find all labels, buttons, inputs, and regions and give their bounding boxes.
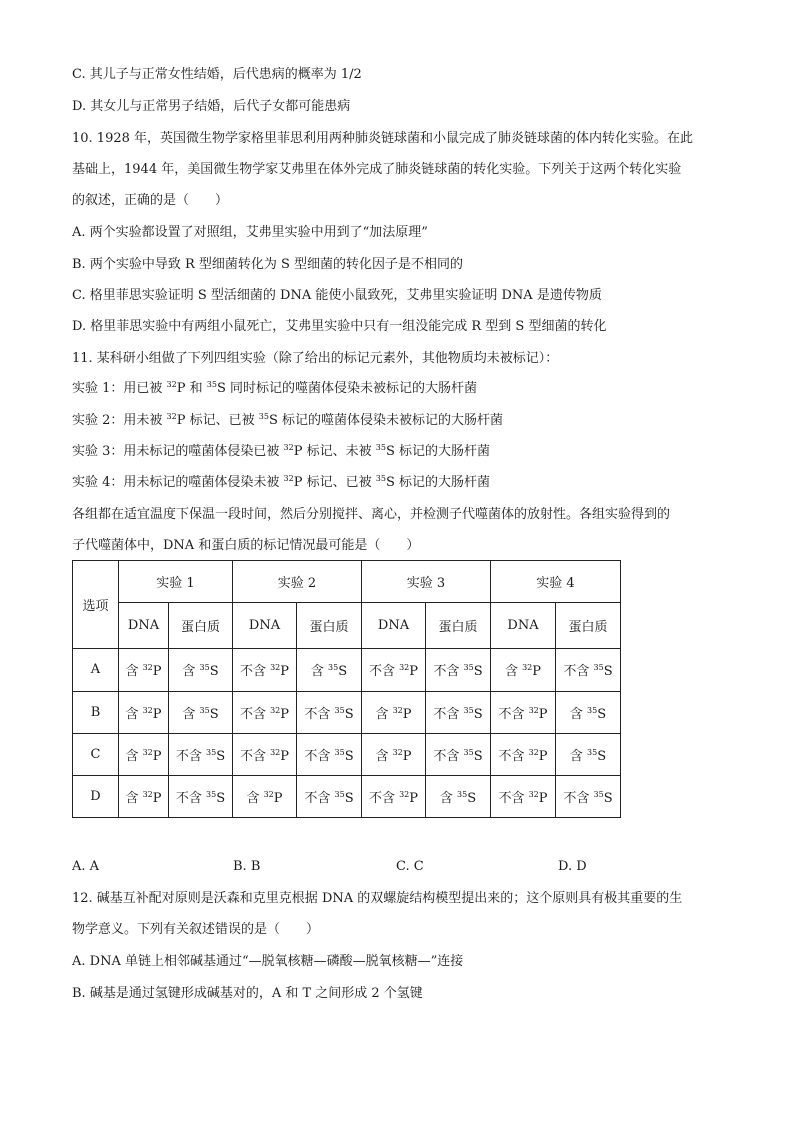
q10-option-d: D. 格里菲思实验中有两组小鼠死亡，艾弗里实验中只有一组没能完成 R 型到 S 型细菌的转化 <box>72 319 607 334</box>
table-cell: 不含 $^{35}$S <box>556 649 621 691</box>
q9-option-d: D. 其女儿与正常男子结婚，后代子女都可能患病 <box>72 99 351 114</box>
q10-option-b: B. 两个实验中导致 R 型细菌转化为 S 型细菌的转化因子是不相同的 <box>72 257 464 272</box>
q11-experiment-3: 实验 3：用未标记的噬菌体侵染已被 $^{32}$P 标记、未被 $^{35}$S 标记的大肠杆菌 <box>72 443 490 459</box>
q11-stem: 11. 某科研小组做了下列四组实验（除了给出的标记元素外，其他物质均未被标记）： <box>72 351 559 366</box>
row-option-label: D <box>73 775 119 817</box>
table-subheader: 蛋白质 <box>169 603 233 649</box>
q11-option-d: D. D <box>558 859 587 874</box>
table-cell: 含 $^{35}$S <box>169 649 233 691</box>
q10-stem-line1: 10. 1928 年，英国微生物学家格里菲思利用两种肺炎链球菌和小鼠完成了肺炎链球菌的体内转化实验。在此 <box>72 131 694 146</box>
table-subheader: DNA <box>491 603 556 649</box>
q10-stem-line3: 的叙述，正确的是（ ） <box>72 193 229 208</box>
table-cell: 含 $^{32}$P <box>362 691 426 733</box>
q11-option-a: A. A <box>72 859 100 874</box>
table-row <box>73 775 621 817</box>
row-option-label: C <box>73 733 119 775</box>
q11-experiment-4: 实验 4：用未标记的噬菌体侵染未被 $^{32}$P 标记、已被 $^{35}$S 标记的大肠杆菌 <box>72 474 490 490</box>
q11-results-table <box>72 560 621 818</box>
table-cell: 含 $^{35}$S <box>426 775 491 817</box>
table-cell: 含 $^{32}$P <box>119 775 169 817</box>
table-cell: 不含 $^{35}$S <box>297 775 362 817</box>
table-group-header: 实验 3 <box>362 561 491 603</box>
table-cell: 不含 $^{35}$S <box>297 733 362 775</box>
row-option-label: B <box>73 691 119 733</box>
q12-stem-line1: 12. 碱基互补配对原则是沃森和克里克根据 DNA 的双螺旋结构模型提出来的；这个原则具有极其重要的生 <box>72 891 683 906</box>
table-subheader: 蛋白质 <box>556 603 621 649</box>
table-cell: 不含 $^{32}$P <box>233 649 297 691</box>
row-option-label: A <box>73 649 119 691</box>
table-cell: 不含 $^{32}$P <box>491 691 556 733</box>
q11-experiment-2: 实验 2：用未被 $^{32}$P 标记、已被 $^{35}$S 标记的噬菌体侵染未被标记的大肠杆菌 <box>72 412 503 428</box>
table-cell: 含 $^{35}$S <box>556 691 621 733</box>
table-subheader: DNA <box>119 603 169 649</box>
table-subheader: 蛋白质 <box>297 603 362 649</box>
table-cell: 含 $^{32}$P <box>233 775 297 817</box>
q12-stem-line2: 物学意义。下列有关叙述错误的是（ ） <box>72 922 320 937</box>
table-cell: 含 $^{32}$P <box>119 691 169 733</box>
table-group-header: 实验 2 <box>233 561 362 603</box>
q11-after-line2: 子代噬菌体中，DNA 和蛋白质的标记情况最可能是（ ） <box>72 538 420 553</box>
table-cell: 不含 $^{35}$S <box>297 691 362 733</box>
table-cell: 含 $^{35}$S <box>556 733 621 775</box>
q9-option-c: C. 其儿子与正常女性结婚，后代患病的概率为 1/2 <box>72 67 362 82</box>
q11-option-b: B. B <box>233 859 261 874</box>
table-cell: 不含 $^{35}$S <box>426 691 491 733</box>
table-cell: 含 $^{32}$P <box>362 733 426 775</box>
table-body <box>73 649 621 818</box>
table-cell: 不含 $^{32}$P <box>233 733 297 775</box>
q11-option-c: C. C <box>396 859 424 874</box>
table-cell: 含 $^{32}$P <box>119 733 169 775</box>
q11-after-line1: 各组都在适宜温度下保温一段时间，然后分别搅拌、离心，并检测子代噬菌体的放射性。各组实验得到的 <box>72 507 671 522</box>
table-group-header: 实验 1 <box>119 561 233 603</box>
table-cell: 不含 $^{35}$S <box>426 649 491 691</box>
table-cell: 不含 $^{32}$P <box>491 775 556 817</box>
table-cell: 不含 $^{32}$P <box>233 691 297 733</box>
table-cell: 不含 $^{35}$S <box>169 733 233 775</box>
table-cell: 不含 $^{35}$S <box>556 775 621 817</box>
table-row <box>73 691 621 733</box>
q12-option-a: A. DNA 单链上相邻碱基通过“—脱氧核糖—磷酸—脱氧核糖—”连接 <box>72 954 464 969</box>
table-cell: 不含 $^{32}$P <box>491 733 556 775</box>
table-subheader: DNA <box>362 603 426 649</box>
table-cell: 含 $^{35}$S <box>297 649 362 691</box>
table-cell: 含 $^{32}$P <box>491 649 556 691</box>
table-cell: 含 $^{35}$S <box>169 691 233 733</box>
table-cell: 不含 $^{35}$S <box>169 775 233 817</box>
table-row <box>73 649 621 691</box>
q12-option-b: B. 碱基是通过氢键形成碱基对的，A 和 T 之间形成 2 个氢键 <box>72 986 423 1001</box>
table-row <box>73 733 621 775</box>
table-cell: 不含 $^{35}$S <box>426 733 491 775</box>
table-cell: 含 $^{32}$P <box>119 649 169 691</box>
table-subheader: 蛋白质 <box>426 603 491 649</box>
table-cell: 不含 $^{32}$P <box>362 649 426 691</box>
q10-option-a: A. 两个实验都设置了对照组，艾弗里实验中用到了“加法原理” <box>72 225 428 240</box>
table-corner-header: 选项 <box>73 561 119 649</box>
table-cell: 不含 $^{32}$P <box>362 775 426 817</box>
q10-stem-line2: 基础上，1944 年，美国微生物学家艾弗里在体外完成了肺炎链球菌的转化实验。下列关于这两个转化实验 <box>72 162 682 177</box>
table-group-header: 实验 4 <box>491 561 621 603</box>
q10-option-c: C. 格里菲思实验证明 S 型活细菌的 DNA 能使小鼠致死，艾弗里实验证明 DNA 是遗传物质 <box>72 288 602 303</box>
q11-experiment-1: 实验 1：用已被 $^{32}$P 和 $^{35}$S 同时标记的噬菌体侵染未被标记的大肠杆菌 <box>72 380 477 396</box>
table-subheader: DNA <box>233 603 297 649</box>
